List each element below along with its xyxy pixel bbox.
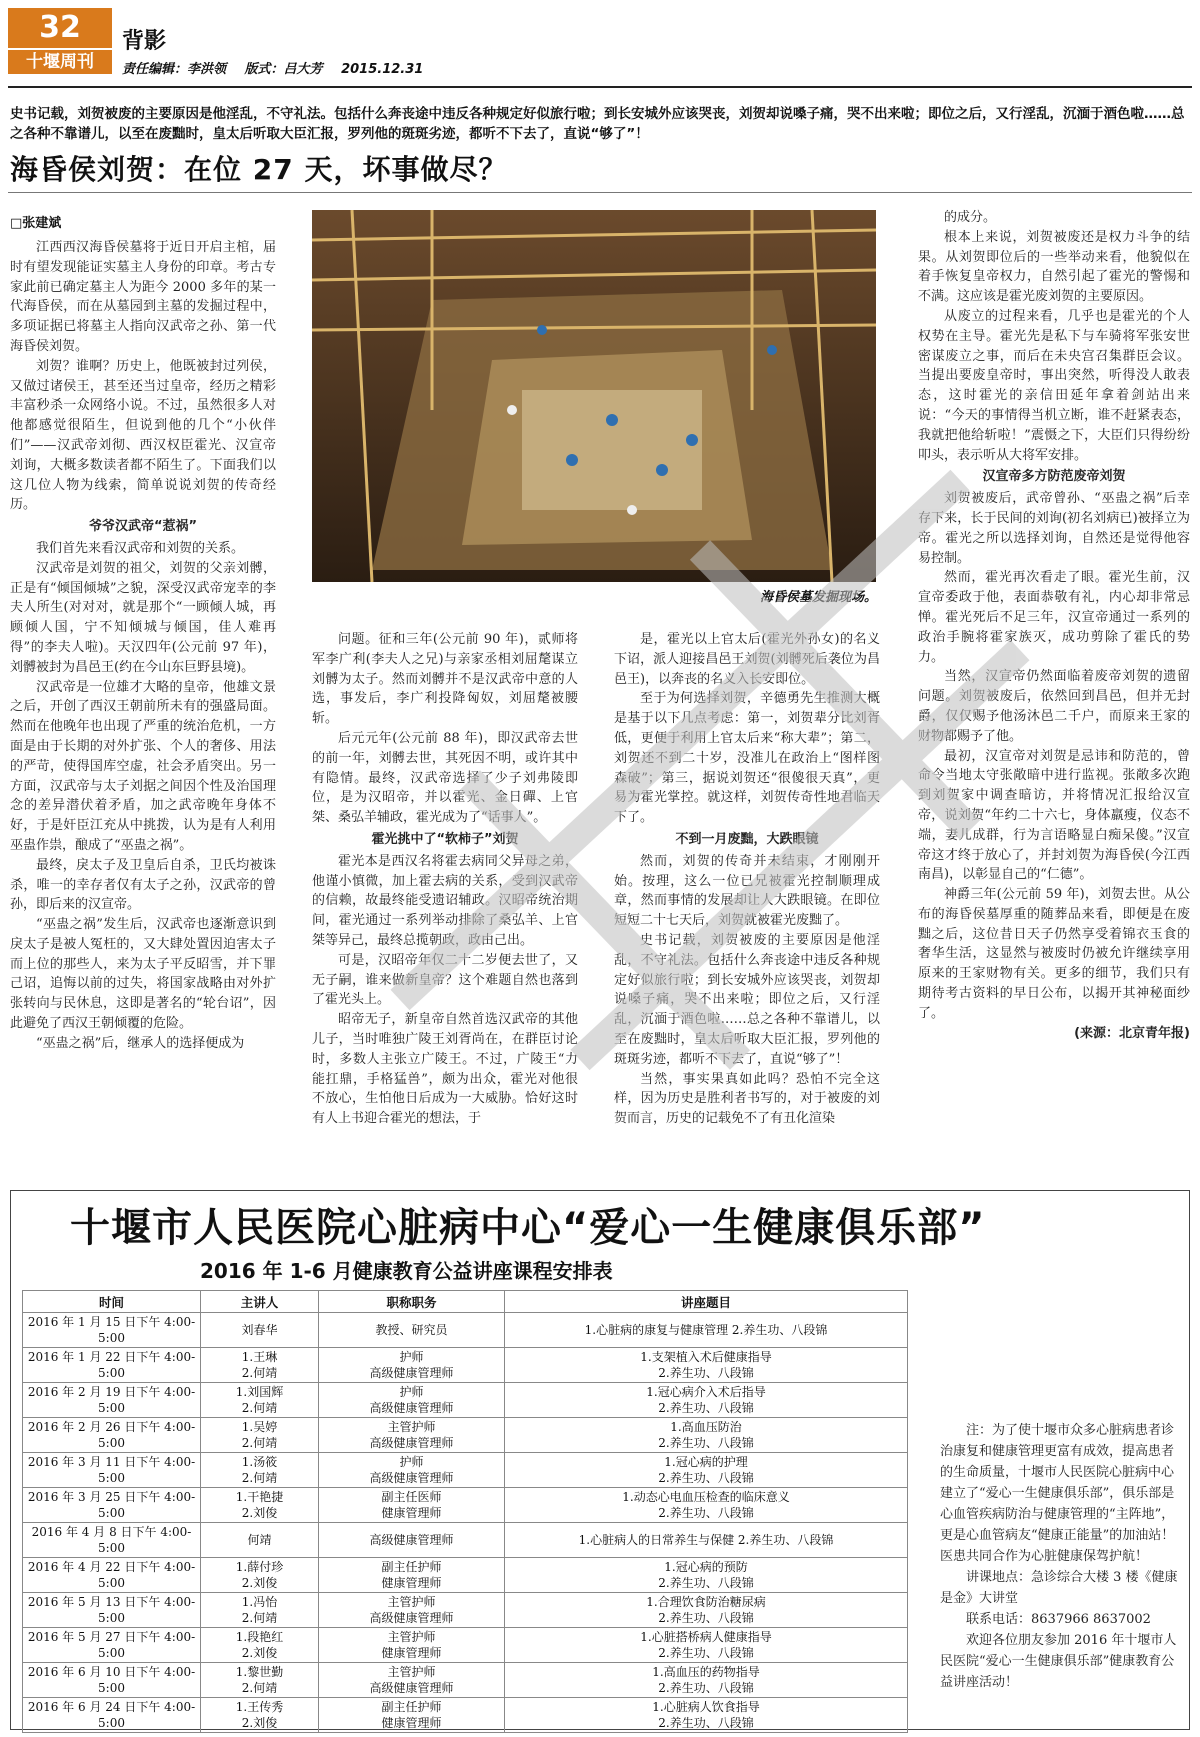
cell-position xyxy=(319,1453,505,1488)
article-author: □张建斌 xyxy=(10,216,62,231)
paragraph: 刘贺？谁啊？历史上，他既被封过列侯，又做过诸侯王，甚至还当过皇帝，经历之精彩丰富秒杀一众网络小说。不过，虽然很多人对他都感觉很陌生，但说到他的几个“小伙伴们”——汉武帝刘彻、西汉权臣霍光、汉宣帝刘询，大概多数读者都不陌生了。下面我们以这几位人物为线索，简单说说刘贺的传奇经历。 xyxy=(10,358,276,513)
schedule-subtitle: 2016 年 1-6 月健康教育公益讲座课程安排表 xyxy=(200,1259,613,1283)
cell-position xyxy=(319,1383,505,1418)
page-number: 32 xyxy=(8,8,112,48)
cell-position xyxy=(319,1348,505,1383)
cell-time: 2016 年 6 月 24 日下午 4:00-5:00 xyxy=(23,1698,201,1733)
paragraph: 是，霍光以上官太后(霍光外孙女)的名义下诏，派人迎接昌邑王刘贺(刘髆死后袭位为昌邑王)，以奔丧的名义入长安即位。 xyxy=(614,632,880,687)
excavation-photo xyxy=(312,210,876,582)
table-row xyxy=(23,1313,908,1348)
cell-line: 1.心脏病人饮食指导 xyxy=(652,1700,760,1714)
article-column-3 xyxy=(614,630,880,1129)
cell-speaker xyxy=(201,1593,319,1628)
cell-speaker xyxy=(201,1558,319,1593)
cell-line: 1.王琳 xyxy=(241,1350,278,1364)
cell-time: 2016 年 4 月 22 日下午 4:00-5:00 xyxy=(23,1558,201,1593)
subheading: 霍光挑中了“软柿子”刘贺 xyxy=(371,831,519,847)
cell-line: 1.冠心病的预防 xyxy=(664,1560,748,1574)
cell-line: 1.薛付珍 xyxy=(235,1560,284,1574)
cell-line: 高级健康管理师 xyxy=(369,1401,454,1415)
paragraph: 问题。征和三年(公元前 90 年)，贰师将军李广利(李夫人之兄)与亲家丞相刘屈氂谋立刘髆为太子。然而刘髆并不是汉武帝中意的人选，事发后，李广利投降匈奴，刘屈氂被腰斩。 xyxy=(312,632,578,727)
paragraph: 神爵三年(公元前 59 年)，刘贺去世。从公布的海昏侯墓厚重的随葬品来看，即便是在废黜之后，这位昔日天子仍然享受着锦衣玉食的奢华生活，这显然与被废时仍被允许继续享用原来的王家财物有关。更多的细节，我们只有期待考古资料的早日公布，以揭开其神秘面纱了。 xyxy=(918,887,1190,1021)
paragraph: 我们首先来看汉武帝和刘贺的关系。 xyxy=(36,540,245,556)
cell-line: 2.刘俊 xyxy=(241,1506,278,1520)
cell-position xyxy=(319,1558,505,1593)
cell-speaker xyxy=(201,1663,319,1698)
section-name: 背影 xyxy=(122,29,167,54)
col3-paragraphs xyxy=(614,630,880,828)
cell-line: 1.冯怡 xyxy=(241,1595,278,1609)
cell-line: 副主任护师 xyxy=(381,1560,442,1574)
cell-topic xyxy=(505,1348,908,1383)
paragraph: 江西西汉海昏侯墓将于近日开启主棺，届时有望发现能证实墓主人身份的印章。考古专家此前已确定墓主人为距今 2000 多年的某一代海昏侯，而在从墓园到主墓的发掘过程中，多项证据已将墓主人指向汉武帝之孙、第一代海昏侯刘贺。 xyxy=(10,240,276,354)
cell-line: 1.高血压的药物指导 xyxy=(652,1665,760,1679)
paragraph: 联系电话：8637966 8637002 xyxy=(966,1612,1151,1627)
article-column-4 xyxy=(918,208,1190,1043)
cell-time: 2016 年 3 月 25 日下午 4:00-5:00 xyxy=(23,1488,201,1523)
cell-time: 2016 年 6 月 10 日下午 4:00-5:00 xyxy=(23,1663,201,1698)
cell-speaker xyxy=(201,1698,319,1733)
cell-line: 刘春华 xyxy=(241,1323,278,1337)
paragraph: 根本上来说，刘贺被废还是权力斗争的结果。从刘贺即位后的一些举动来看，他貌似在着手恢复皇帝权力，自然引起了霍光的警惕和不满。这应该是霍光废刘贺的主要原因。 xyxy=(918,229,1190,305)
paragraph: 至于为何选择刘贺，辛德勇先生推测大概是基于以下几点考虑：第一，刘贺辈分比刘胥低，更便于利用上官太后来“称大辈”；第二，刘贺还不到二十岁，没准儿在政治上“图样图森破”；第三，据说刘贺还“很傻很天真”，更易为霍光掌控。就这样，刘贺传奇性地君临天下了。 xyxy=(614,691,880,826)
cell-speaker xyxy=(201,1628,319,1663)
table-row xyxy=(23,1558,908,1593)
paragraph: 霍光本是西汉名将霍去病同父异母之弟，他谨小慎微，加上霍去病的关系，受到汉武帝的信赖，故最终能受遗诏辅政。汉昭帝统治期间，霍光通过一系列举动排除了桑弘羊、上官桀等异己，最终总揽朝政，政由己出。 xyxy=(312,853,578,948)
paragraph: 欢迎各位朋友参加 2016 年十堰市人民医院“爱心一生健康俱乐部”健康教育公益讲座活动！ xyxy=(940,1633,1177,1690)
cell-line: 护师 xyxy=(399,1350,424,1364)
cell-topic xyxy=(505,1488,908,1523)
cell-line: 2.养生功、八段锦 xyxy=(658,1646,754,1660)
cell-line: 1.心脏病人的日常养生与保健 2.养生功、八段锦 xyxy=(578,1533,834,1547)
cell-line: 1.动态心电血压检查的临床意义 xyxy=(622,1490,790,1504)
article-source: (来源：北京青年报) xyxy=(1074,1025,1190,1041)
article-column-2 xyxy=(312,630,578,1129)
cell-topic xyxy=(505,1628,908,1663)
cell-time: 2016 年 2 月 26 日下午 4:00-5:00 xyxy=(23,1418,201,1453)
paragraph: 汉武帝是刘贺的祖父，刘贺的父亲刘髆，正是有“倾国倾城”之貌，深受汉武帝宠幸的李夫人所生(对对对，就是那个“一顾倾人城，再顾倾人国，宁不知倾城与倾国，佳人难再得”的李夫人啦)。天汉四年(公元前 97 年)，刘髆被封为昌邑王(约在今山东巨野县境)。 xyxy=(10,560,276,675)
cell-time: 2016 年 1 月 15 日下午 4:00-5:00 xyxy=(23,1313,201,1348)
cell-line: 1.干艳捷 xyxy=(235,1490,284,1504)
cell-line: 2.养生功、八段锦 xyxy=(658,1506,754,1520)
table-header-row xyxy=(23,1291,908,1313)
cell-line: 主管护师 xyxy=(387,1595,436,1609)
column-header-topic: 讲座题目 xyxy=(505,1291,908,1313)
cell-line: 2.养生功、八段锦 xyxy=(658,1611,754,1625)
cell-line: 健康管理师 xyxy=(381,1646,442,1660)
table-row xyxy=(23,1383,908,1418)
cell-speaker xyxy=(201,1523,319,1558)
cell-line: 健康管理师 xyxy=(381,1716,442,1730)
cell-line: 2.养生功、八段锦 xyxy=(658,1366,754,1380)
cell-line: 2.刘俊 xyxy=(241,1576,278,1590)
cell-speaker xyxy=(201,1488,319,1523)
cell-line: 高级健康管理师 xyxy=(369,1366,454,1380)
health-club-title: 十堰市人民医院心脏病中心“爱心一生健康俱乐部” xyxy=(70,1205,986,1251)
cell-topic xyxy=(505,1558,908,1593)
cell-line: 2.何靖 xyxy=(241,1681,278,1695)
table-row xyxy=(23,1663,908,1698)
article-lead: 史书记载，刘贺被废的主要原因是他淫乱，不守礼法。包括什么奔丧途中违反各种规定好似旅行啦；到长安城外应该哭丧，刘贺却说嗓子痛，哭不出来啦；即位之后，又行淫乱，沉湎于酒色啦……总之各种不靠谱儿，以至在废黜时，皇太后听取大臣汇报，罗列他的斑斑劣迹，都听不下去了，直说“够了”！ xyxy=(10,106,1185,142)
cell-line: 高级健康管理师 xyxy=(369,1436,454,1450)
cell-position xyxy=(319,1698,505,1733)
col1b-paragraphs xyxy=(10,539,276,1054)
cell-time: 2016 年 2 月 19 日下午 4:00-5:00 xyxy=(23,1383,201,1418)
table-row xyxy=(23,1488,908,1523)
editor-line xyxy=(122,58,437,77)
cell-line: 2.刘俊 xyxy=(241,1646,278,1660)
cell-line: 2.何靖 xyxy=(241,1366,278,1380)
column-header-position: 职称职务 xyxy=(319,1291,505,1313)
club-note xyxy=(940,1420,1180,1693)
table-row xyxy=(23,1523,908,1558)
cell-time: 2016 年 4 月 8 日下午 4:00-5:00 xyxy=(23,1523,201,1558)
cell-line: 高级健康管理师 xyxy=(369,1681,454,1695)
cell-line: 2.何靖 xyxy=(241,1401,278,1415)
cell-line: 2.养生功、八段锦 xyxy=(658,1401,754,1415)
cell-line: 高级健康管理师 xyxy=(369,1611,454,1625)
cell-topic xyxy=(505,1453,908,1488)
cell-line: 主管护师 xyxy=(387,1420,436,1434)
excavation-illustration xyxy=(312,210,876,582)
header-rule xyxy=(8,86,1192,88)
paragraph: 史书记载，刘贺被废的主要原因是他淫乱，不守礼法。包括什么奔丧途中违反各种规定好似旅行啦；到长安城外应该哭丧，刘贺却说嗓子痛，哭不出来啦；即位之后，又行淫乱，沉湎于酒色啦……总之各种不靠谱儿，以至在废黜时，皇太后听取大臣汇报，罗列他的斑斑劣迹，都听不下去了，直说“够了”！ xyxy=(614,932,880,1067)
schedule-rows xyxy=(23,1313,908,1733)
article-headline: 海昏侯刘贺：在位 27 天，坏事做尽？ xyxy=(10,153,508,186)
cell-line: 1.刘国辉 xyxy=(235,1385,284,1399)
cell-position xyxy=(319,1523,505,1558)
col1-paragraphs xyxy=(10,238,276,515)
column-header-time: 时间 xyxy=(23,1291,201,1313)
col4b-paragraphs xyxy=(918,489,1190,1024)
cell-line: 主管护师 xyxy=(387,1665,436,1679)
paragraph: 然而，刘贺的传奇并未结束，才刚刚开始。按理，这么一位已兄被霍光控制顺理成章，然而事情的发展却让人大跌眼镜。在即位短短二十七天后，刘贺就被霍光废黜了。 xyxy=(614,853,880,929)
cell-line: 1.冠心病介入术后指导 xyxy=(646,1385,766,1399)
cell-line: 2.养生功、八段锦 xyxy=(658,1576,754,1590)
cell-topic xyxy=(505,1383,908,1418)
cell-line: 护师 xyxy=(399,1455,424,1469)
article-column-1 xyxy=(10,238,276,1054)
table-row xyxy=(23,1628,908,1663)
cell-line: 1.段艳红 xyxy=(235,1630,284,1644)
cell-line: 1.黎世勤 xyxy=(235,1665,284,1679)
cell-line: 1.支架植入术后健康指导 xyxy=(640,1350,772,1364)
table-row xyxy=(23,1348,908,1383)
cell-line: 健康管理师 xyxy=(381,1576,442,1590)
paragraph: 可是，汉昭帝年仅二十二岁便去世了，又无子嗣，谁来做新皇帝？这个难题自然也落到了霍光头上。 xyxy=(312,952,578,1008)
subheading: 不到一月废黜，大跌眼镜 xyxy=(675,831,819,847)
cell-line: 1.心脏病的康复与健康管理 2.养生功、八段锦 xyxy=(584,1323,828,1337)
cell-time: 2016 年 1 月 22 日下午 4:00-5:00 xyxy=(23,1348,201,1383)
cell-line: 高级健康管理师 xyxy=(369,1471,454,1485)
table-row xyxy=(23,1698,908,1733)
cell-position xyxy=(319,1488,505,1523)
cell-topic xyxy=(505,1663,908,1698)
cell-line: 2.刘俊 xyxy=(241,1716,278,1730)
col2b-paragraphs xyxy=(312,852,578,1129)
editor: 责任编辑：李洪领 xyxy=(122,62,227,77)
cell-time: 2016 年 5 月 13 日下午 4:00-5:00 xyxy=(23,1593,201,1628)
paragraph: 注：为了使十堰市众多心脏病患者诊治康复和健康管理更富有成效，提高患者的生命质量，十堰市人民医院心脏病中心建立了“爱心一生健康俱乐部”，俱乐部是心血管疾病防治与健康管理的“主阵地”，更是心血管病友“健康正能量”的加油站！医患共同合作为心脏健康保驾护航！ xyxy=(940,1423,1175,1564)
cell-topic xyxy=(505,1698,908,1733)
cell-speaker xyxy=(201,1418,319,1453)
cell-line: 健康管理师 xyxy=(381,1506,442,1520)
cell-line: 2.养生功、八段锦 xyxy=(658,1471,754,1485)
cell-topic xyxy=(505,1418,908,1453)
layout-editor: 版式：吕大芳 xyxy=(244,62,323,77)
cell-position xyxy=(319,1418,505,1453)
paragraph: 刘贺被废后，武帝曾孙、“巫蛊之祸”后幸存下来，长于民间的刘询(初名刘病已)被择立为帝。霍光之所以选择刘询，自然还是觉得他容易控制。 xyxy=(918,491,1190,566)
paragraph: 昭帝无子，新皇帝自然首选汉武帝的其他儿子，当时唯独广陵王刘胥尚在，在群臣讨论时，多数人主张立广陵王。不过，广陵王“力能扛鼎，手格猛兽”，颇为出众，霍光对他很不放心，生怕他日后成为一大威胁。恰好这时有人上书迎合霍光的想法，于 xyxy=(312,1012,578,1127)
paragraph: 后元元年(公元前 88 年)，即汉武帝去世的前一年，刘髆去世，其死因不明，或许其中有隐情。最终，汉武帝选择了少子刘弗陵即位，是为汉昭帝，并以霍光、金日磾、上官桀、桑弘羊辅政，霍光成为了“话事人”。 xyxy=(312,730,578,826)
cell-position xyxy=(319,1593,505,1628)
cell-line: 2.何靖 xyxy=(241,1611,278,1625)
col3b-paragraphs xyxy=(614,852,880,1129)
cell-time: 2016 年 3 月 11 日下午 4:00-5:00 xyxy=(23,1453,201,1488)
table-row xyxy=(23,1453,908,1488)
brand-name: 十堰周刊 xyxy=(8,50,112,74)
cell-line: 1.合理饮食防治糖尿病 xyxy=(646,1595,766,1609)
column-header-speaker: 主讲人 xyxy=(201,1291,319,1313)
cell-line: 何靖 xyxy=(247,1533,272,1547)
paragraph: 汉武帝是一位雄才大略的皇帝，他雄文景之后，开创了西汉王朝前所未有的强盛局面。然而在他晚年也出现了严重的统治危机，一方面是由于长期的对外扩张、个人的奢侈、用法的严苛，使得国库空虚，社会矛盾突出。另一方面，汉武帝与太子刘据之间因个性及治国理念的差异潜伏着矛盾，加之武帝晚年身体不好，于是奸臣江充从中挑拨，认为是有人利用巫蛊作祟，酿成了“巫蛊之祸”。 xyxy=(10,679,276,853)
cell-position xyxy=(319,1313,505,1348)
cell-line: 教授、研究员 xyxy=(375,1323,448,1337)
paragraph: 的成分。 xyxy=(944,210,997,225)
headline-rule xyxy=(8,192,1192,193)
table-row xyxy=(23,1418,908,1453)
paragraph: 最初，汉宣帝对刘贺是忌讳和防范的，曾命令当地太守张敞暗中进行监视。张敞多次跑到刘贺家中调查暗访，并将情况汇报给汉宣帝，说刘贺“年约二十六七，身体羸瘦，仪态不端，妻儿成群，行为言语略显白痴呆傻。”汉宣帝这才终于放心了，并封刘贺为海昏侯(今江西南昌)，以彰显自己的“仁德”。 xyxy=(918,748,1190,883)
paragraph: “巫蛊之祸”发生后，汉武帝也逐渐意识到戾太子是被人冤枉的，又大肆处置因迫害太子而上位的那些人，来为太子平反昭雪，并下罪己诏，追悔以前的过失，将国家战略由对外扩张转向与民休息，这即是著名的“轮台诏”，因此避免了西汉王朝倾覆的危险。 xyxy=(10,917,276,1032)
paragraph: 讲课地点：急诊综合大楼 3 楼《健康是金》大讲堂 xyxy=(940,1570,1178,1606)
cell-speaker xyxy=(201,1383,319,1418)
cell-line: 2.养生功、八段锦 xyxy=(658,1681,754,1695)
cell-topic xyxy=(505,1593,908,1628)
cell-line: 2.养生功、八段锦 xyxy=(658,1436,754,1450)
subheading: 汉宣帝多方防范废帝刘贺 xyxy=(982,469,1126,485)
cell-topic xyxy=(505,1523,908,1558)
paragraph: 从废立的过程来看，几乎也是霍光的个人权势在主导。霍光先是私下与车骑将军张安世密谋废立之事，而后在未央宫召集群臣会议。当提出要废皇帝时，事出突然，听得没人敢表态，这时霍光的亲信田延年拿着剑站出来说：“今天的事情得当机立断，谁不赶紧表态，我就把他给斩啦！”震慑之下，大臣们只得纷纷叩头，表示听从大将军安排。 xyxy=(918,308,1190,463)
col2-paragraphs xyxy=(312,630,578,828)
cell-line: 高级健康管理师 xyxy=(369,1533,454,1547)
cell-line: 主管护师 xyxy=(387,1630,436,1644)
cell-speaker xyxy=(201,1453,319,1488)
cell-line: 护师 xyxy=(399,1385,424,1399)
photo-caption: 海昏侯墓发掘现场。 xyxy=(760,590,878,605)
lecture-schedule-table xyxy=(22,1290,908,1733)
cell-line: 1.冠心病的护理 xyxy=(664,1455,748,1469)
cell-line: 1.王传秀 xyxy=(235,1700,284,1714)
paragraph: 当然，汉宣帝仍然面临着废帝刘贺的遗留问题。刘贺被废后，依然回到昌邑，但并无封爵，仅仅赐予他汤沐邑二千户，而原来王家的财物都赐予了他。 xyxy=(918,669,1190,744)
cell-topic xyxy=(505,1313,908,1348)
cell-line: 1.汤筱 xyxy=(241,1455,278,1469)
cell-time: 2016 年 5 月 27 日下午 4:00-5:00 xyxy=(23,1628,201,1663)
cell-line: 副主任护师 xyxy=(381,1700,442,1714)
cell-line: 2.养生功、八段锦 xyxy=(658,1716,754,1730)
cell-speaker xyxy=(201,1313,319,1348)
paragraph: 然而，霍光再次看走了眼。霍光生前，汉宣帝委政于他，表面恭敬有礼，内心却非常忌惮。霍光死后不足三年，汉宣帝通过一系列的政治手腕将霍家族灭，成功剪除了霍氏的势力。 xyxy=(918,570,1190,665)
cell-line: 2.何靖 xyxy=(241,1436,278,1450)
cell-line: 1.吴婷 xyxy=(241,1420,278,1434)
subheading: 爷爷汉武帝“惹祸” xyxy=(88,519,198,535)
col4-paragraphs xyxy=(918,208,1190,465)
cell-position xyxy=(319,1628,505,1663)
cell-line: 1.心脏搭桥病人健康指导 xyxy=(640,1630,772,1644)
paragraph: 当然，事实果真如此吗？恐怕不完全这样，因为历史是胜利者书写的，对于被废的刘贺而言，历史的记载免不了有丑化渲染 xyxy=(614,1071,880,1127)
cell-line: 1.高血压防治 xyxy=(670,1420,742,1434)
paragraph: “巫蛊之祸”后，继承人的选择便成为 xyxy=(36,1035,245,1051)
cell-line: 2.何靖 xyxy=(241,1471,278,1485)
page-badge xyxy=(8,8,112,72)
cell-line: 副主任医师 xyxy=(381,1490,442,1504)
issue-date: 2015.12.31 xyxy=(341,62,424,77)
cell-speaker xyxy=(201,1348,319,1383)
paragraph: 最终，戾太子及卫皇后自杀，卫氏均被诛杀，唯一的幸存者仅有太子之孙，汉武帝的曾孙，即后来的汉宣帝。 xyxy=(10,857,276,913)
cell-position xyxy=(319,1663,505,1698)
table-row xyxy=(23,1593,908,1628)
